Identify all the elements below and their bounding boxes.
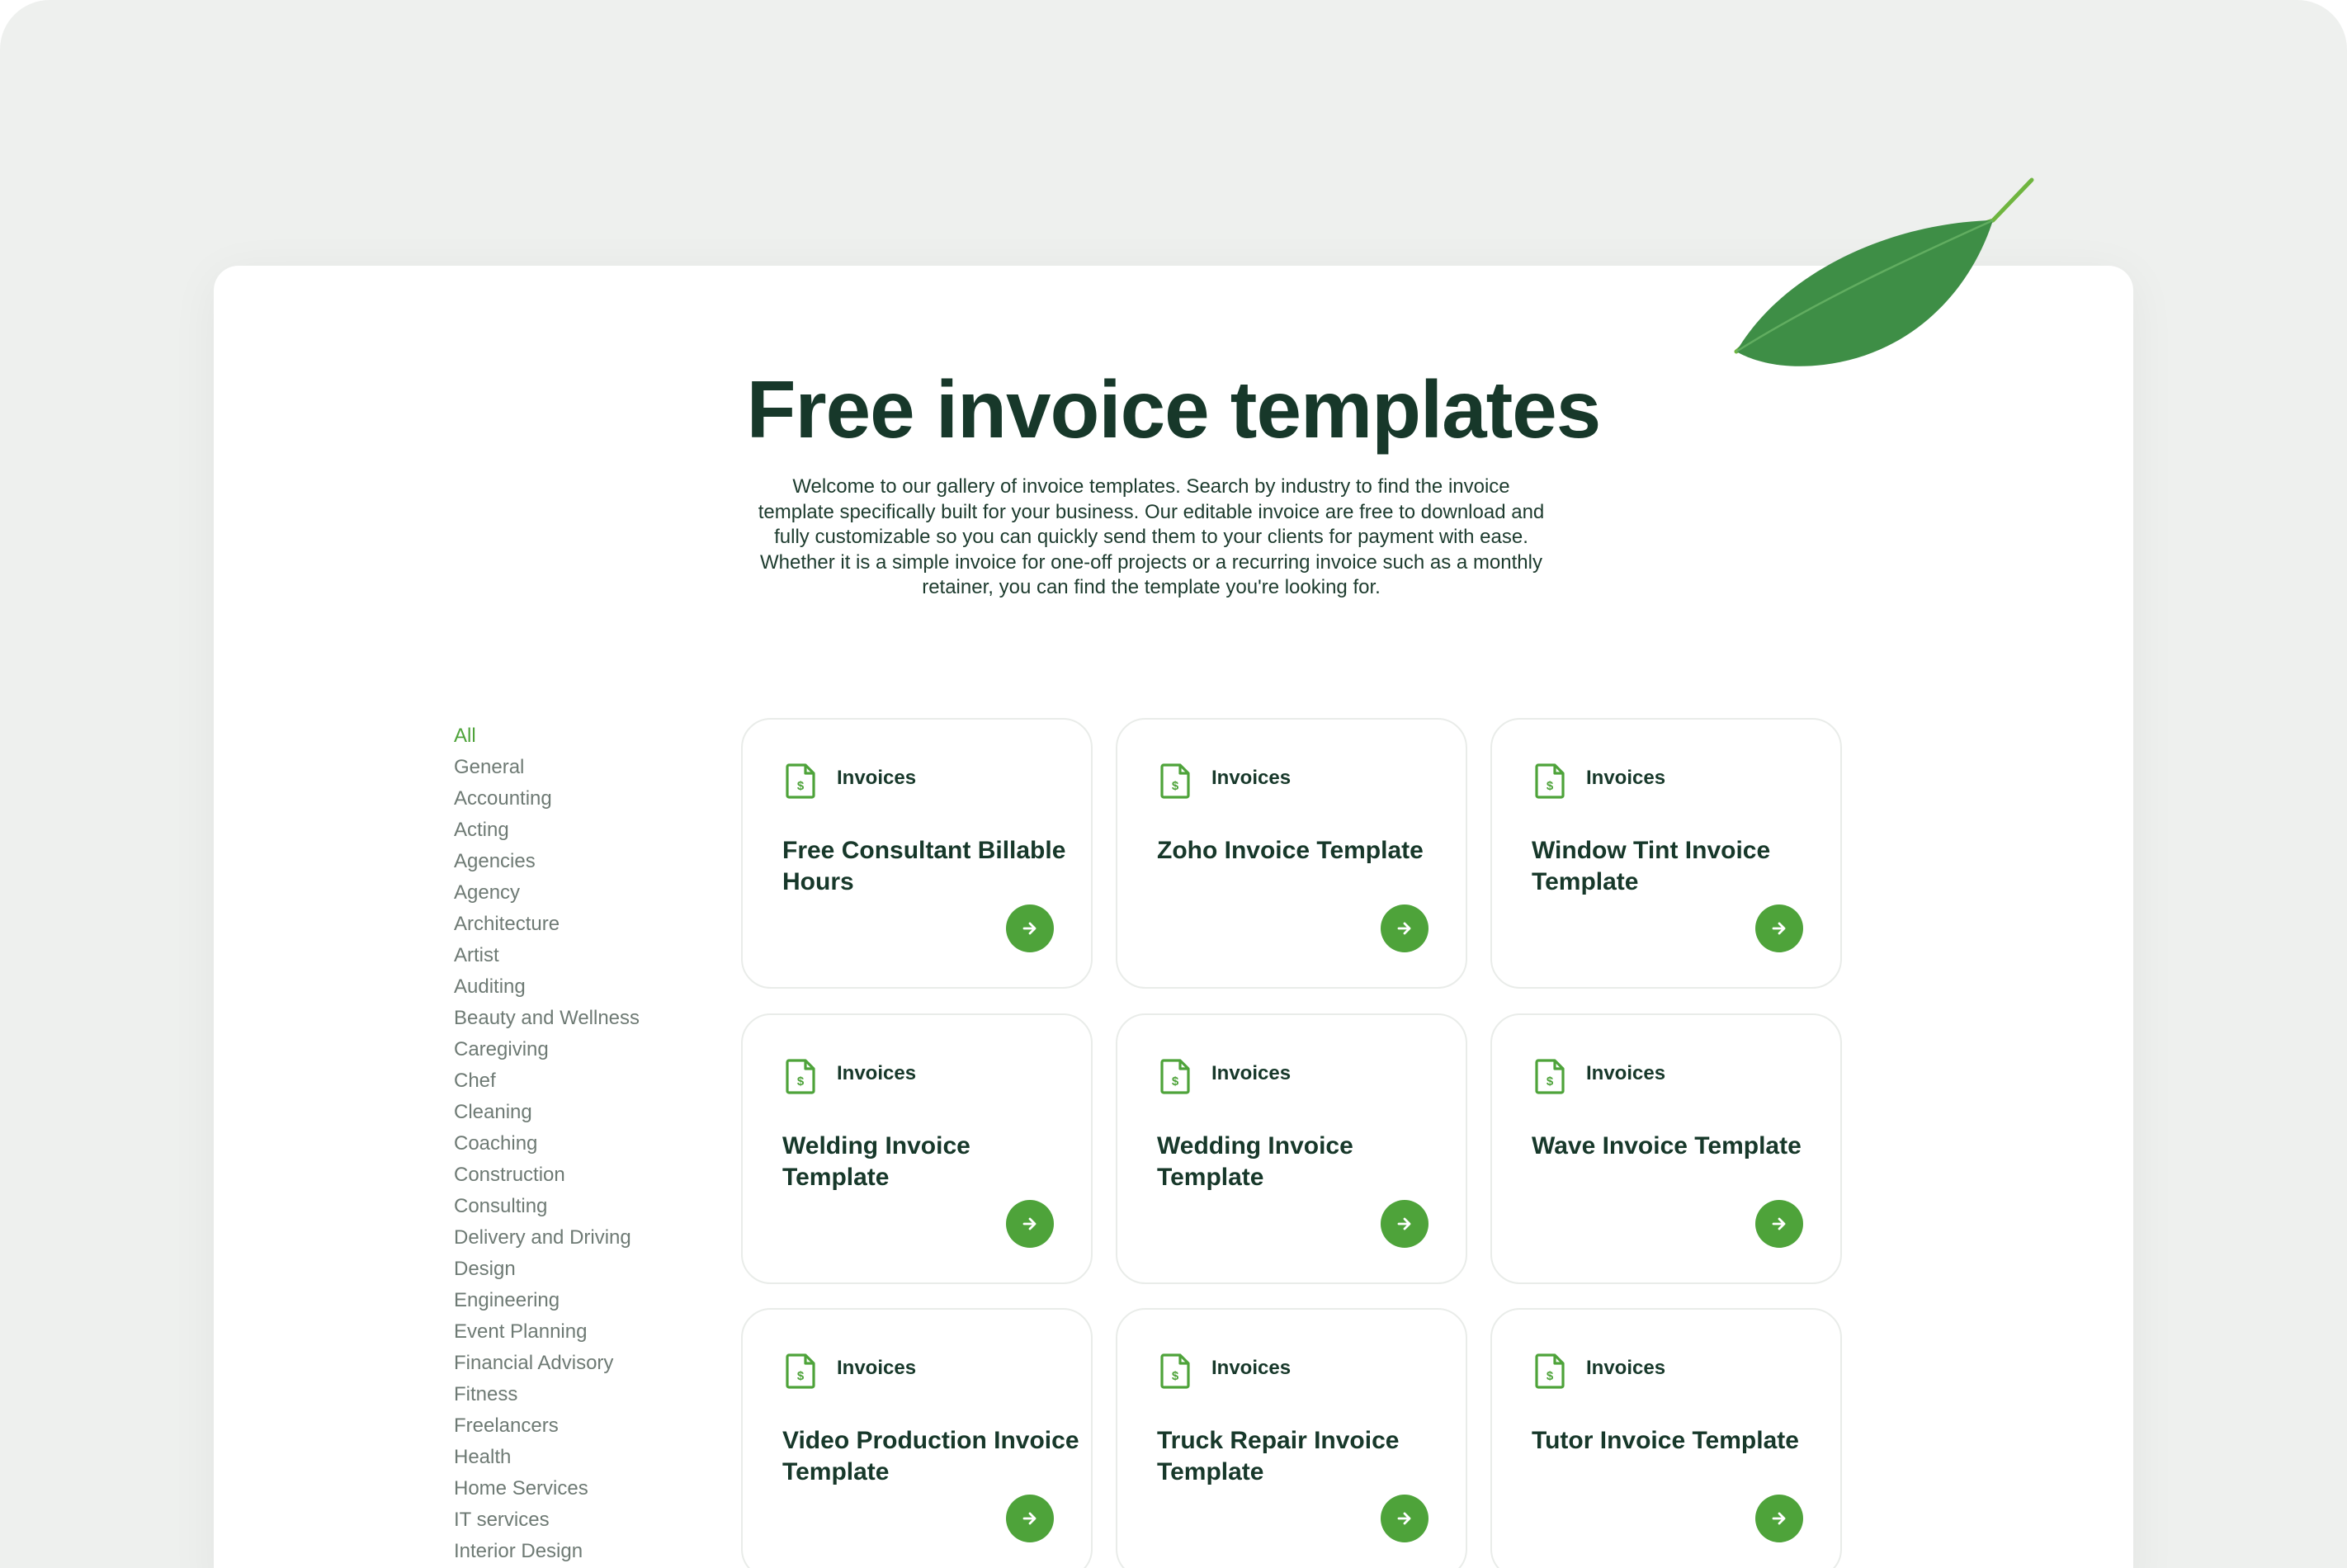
svg-text:$: $ — [1546, 779, 1554, 793]
card-category: Invoices — [1586, 767, 1666, 789]
card-category: Invoices — [1211, 1357, 1292, 1379]
category-item-caregiving[interactable]: Caregiving — [454, 1038, 549, 1060]
template-card[interactable] — [1490, 718, 1842, 989]
svg-text:$: $ — [796, 1074, 805, 1089]
card-title[interactable]: Truck Repair Invoice Template — [1157, 1427, 1400, 1485]
template-card[interactable] — [741, 1308, 1093, 1568]
svg-text:$: $ — [1171, 779, 1179, 793]
leaf-icon — [1725, 173, 2038, 380]
category-item-coaching[interactable]: Coaching — [454, 1132, 538, 1155]
invoice-document-icon — [1533, 1058, 1566, 1094]
card-category: Invoices — [1211, 1062, 1292, 1084]
card-title[interactable]: Wave Invoice Template — [1532, 1132, 1802, 1159]
card-category: Invoices — [837, 767, 917, 789]
open-template-button[interactable] — [1381, 1200, 1429, 1248]
card-category: Invoices — [1586, 1062, 1666, 1084]
open-template-button[interactable] — [1381, 904, 1429, 952]
card-category: Invoices — [1586, 1357, 1666, 1379]
category-item-interior-design[interactable]: Interior Design — [454, 1540, 583, 1562]
open-template-button[interactable] — [1755, 1495, 1803, 1542]
card-title[interactable]: Wedding Invoice Template — [1157, 1132, 1353, 1191]
card-title[interactable]: Zoho Invoice Template — [1157, 837, 1424, 864]
category-item-agency[interactable]: Agency — [454, 881, 521, 904]
svg-text:$: $ — [1171, 1369, 1179, 1383]
svg-text:$: $ — [1546, 1369, 1554, 1383]
invoice-document-icon — [1159, 1353, 1192, 1389]
template-card[interactable] — [1116, 718, 1467, 989]
open-template-button[interactable] — [1006, 1495, 1054, 1542]
card-title[interactable]: Video Production Invoice Template — [782, 1427, 1079, 1485]
category-item-acting[interactable]: Acting — [454, 819, 509, 841]
category-item-beauty-and-wellness[interactable]: Beauty and Wellness — [454, 1007, 640, 1029]
template-card[interactable] — [1116, 1013, 1467, 1284]
card-title[interactable]: Welding Invoice Template — [782, 1132, 970, 1191]
invoice-document-icon — [1159, 763, 1192, 799]
page-intro: Welcome to our gallery of invoice templates. Search by industry to find the invoice template specifically built for your business. Our editable invoice are free to download and fully customizable so you can quickly send them to your clients for payment with ease. Whether it is a simple invoice for one-off projects or a recurring invoice such as a monthly retainer, you can find the template you're looking for. — [758, 475, 1545, 598]
card-category: Invoices — [1211, 767, 1292, 789]
card-title[interactable]: Window Tint Invoice Template — [1532, 837, 1771, 895]
category-item-delivery-and-driving[interactable]: Delivery and Driving — [454, 1226, 631, 1249]
svg-text:$: $ — [1171, 1074, 1179, 1089]
category-item-cleaning[interactable]: Cleaning — [454, 1101, 532, 1123]
card-category: Invoices — [837, 1062, 917, 1084]
category-item-consulting[interactable]: Consulting — [454, 1195, 548, 1217]
category-item-it-services[interactable]: IT services — [454, 1509, 550, 1531]
category-item-agencies[interactable]: Agencies — [454, 850, 536, 872]
category-item-construction[interactable]: Construction — [454, 1164, 565, 1186]
card-category: Invoices — [837, 1357, 917, 1379]
category-item-accounting[interactable]: Accounting — [454, 787, 552, 810]
page-title: Free invoice templates — [746, 364, 1601, 455]
template-card[interactable] — [1490, 1013, 1842, 1284]
category-item-general[interactable]: General — [454, 756, 525, 778]
invoice-document-icon — [784, 1353, 817, 1389]
category-item-engineering[interactable]: Engineering — [454, 1289, 560, 1311]
open-template-button[interactable] — [1006, 904, 1054, 952]
category-item-architecture[interactable]: Architecture — [454, 913, 560, 935]
category-item-financial-advisory[interactable]: Financial Advisory — [454, 1352, 614, 1374]
category-item-freelancers[interactable]: Freelancers — [454, 1415, 559, 1437]
template-card[interactable] — [741, 718, 1093, 989]
invoice-document-icon — [1533, 1353, 1566, 1389]
invoice-document-icon — [784, 763, 817, 799]
category-item-fitness[interactable]: Fitness — [454, 1383, 518, 1405]
category-sidebar — [454, 720, 640, 1567]
category-item-home-services[interactable]: Home Services — [454, 1477, 588, 1500]
template-card[interactable] — [741, 1013, 1093, 1284]
category-item-event-planning[interactable]: Event Planning — [454, 1320, 588, 1343]
invoice-document-icon — [1533, 763, 1566, 799]
category-item-all[interactable]: All — [454, 725, 476, 747]
svg-text:$: $ — [796, 1369, 805, 1383]
category-item-chef[interactable]: Chef — [454, 1070, 496, 1092]
category-item-auditing[interactable]: Auditing — [454, 975, 526, 998]
card-title[interactable]: Free Consultant Billable Hours — [782, 837, 1066, 895]
template-card[interactable] — [1490, 1308, 1842, 1568]
svg-text:$: $ — [796, 779, 805, 793]
open-template-button[interactable] — [1755, 1200, 1803, 1248]
invoice-document-icon — [1159, 1058, 1192, 1094]
category-item-design[interactable]: Design — [454, 1258, 516, 1280]
category-item-health[interactable]: Health — [454, 1446, 512, 1468]
category-item-artist[interactable]: Artist — [454, 944, 499, 966]
template-card[interactable] — [1116, 1308, 1467, 1568]
open-template-button[interactable] — [1755, 904, 1803, 952]
open-template-button[interactable] — [1381, 1495, 1429, 1542]
invoice-document-icon — [784, 1058, 817, 1094]
svg-text:$: $ — [1546, 1074, 1554, 1089]
card-title[interactable]: Tutor Invoice Template — [1532, 1427, 1799, 1454]
open-template-button[interactable] — [1006, 1200, 1054, 1248]
